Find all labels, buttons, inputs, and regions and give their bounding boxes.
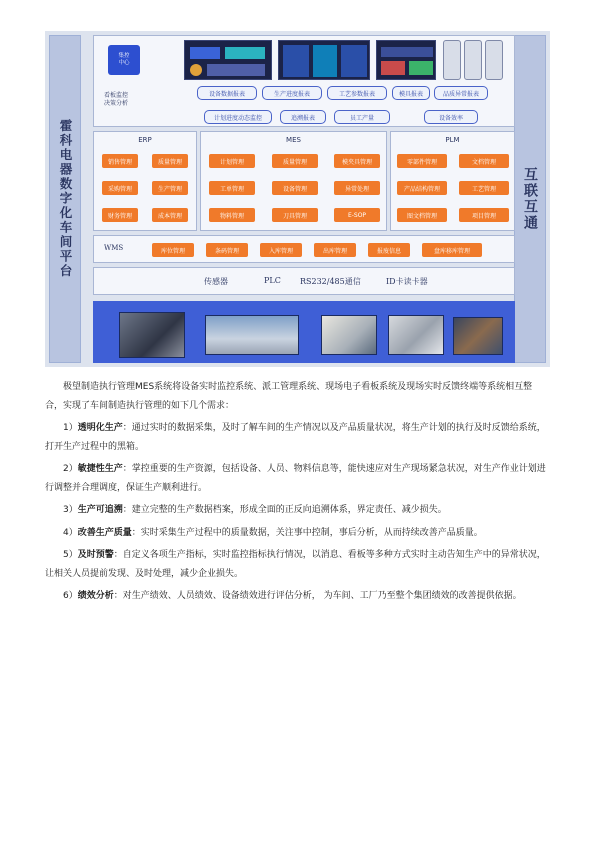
plm-item-1: 零部件管理 [397,154,447,168]
pill-progress-report: 生产进度报表 [262,86,322,100]
comm-item-idcard: ID卡读卡器 [386,277,428,286]
pill-mold-report: 模具报表 [392,86,430,100]
item-1-text: ：通过实时的数据采集，及时了解车间的生产情况以及产品质量状况，将生产计划的执行及时反馈给系统，打开生产过程中的黑箱。 [45,423,546,452]
wms-item-2: 条码管理 [206,243,248,257]
item-6-number: 6） [63,591,78,601]
item-4-number: 4） [63,527,78,538]
item-5-title: 及时预警 [77,550,114,560]
board-label: 看板监控 决策分析 [104,92,129,108]
mes-item-4: 工单管理 [209,181,255,195]
wms-item-5: 报废信息 [368,243,410,257]
comm-item-rs232: RS232/485通信 [300,277,361,286]
mes-item-8: 刀具管理 [272,208,318,222]
mobile-screenshot-3 [485,40,503,80]
machine-photo-3 [453,317,503,355]
wms-item-3: 入库管理 [260,243,302,257]
plm-item-5: 图文档管理 [397,208,447,222]
pill-equipment-report: 设备数据报表 [197,86,257,100]
plm-item-2: 文档管理 [459,154,509,168]
erp-item-3: 采购管理 [102,181,138,195]
item-1-title: 透明化生产 [77,423,123,433]
dashboard-panel [93,35,515,127]
erp-item-2: 质量管理 [152,154,188,168]
plm-item-6: 项目管理 [459,208,509,222]
workshop-photo [388,315,444,355]
item-6-text: ：对生产绩效、人员绩效、设备绩效进行评估分析， 为车间、工厂乃至整个集团绩效的改善提供依据。 [113,591,522,601]
item-2-title: 敏捷性生产 [77,464,123,474]
left-platform-banner [49,35,81,363]
architecture-diagram [45,31,550,367]
plm-item-3: 产品结构管理 [397,181,447,195]
plm-title: PLM [445,136,460,144]
item-5-number: 5） [63,550,78,560]
mes-item-5: 设备管理 [272,181,318,195]
dashboard-screenshot-3 [376,40,436,80]
mes-panel [200,131,387,231]
item-4 [45,524,550,543]
item-5 [45,546,550,583]
erp-item-1: 销售管理 [102,154,138,168]
item-6-title: 绩效分析 [77,591,114,601]
mes-item-3: 模夹具管理 [334,154,380,168]
item-1 [45,419,550,456]
pill-equipment-efficiency: 设备效率 [424,110,478,124]
erp-item-6: 成本管理 [152,208,188,222]
pill-staff-output: 员工产量 [334,110,390,124]
plm-panel [390,131,515,231]
erp-panel [93,131,197,231]
pill-quality-report: 品质异常报表 [434,86,488,100]
machine-photo-2 [321,315,377,355]
mobile-screenshot-1 [443,40,461,80]
erp-item-5: 财务管理 [102,208,138,222]
mes-item-9: E-SOP [334,208,380,222]
right-interconnect-banner [514,35,546,363]
item-4-text: ：实时采集生产过程中的质量数据，关注事中控制，事后分析，从而持续改善产品质量。 [131,527,483,538]
mes-item-6: 异常处理 [334,181,380,195]
item-6 [45,587,550,606]
mobile-screenshot-2 [464,40,482,80]
control-center-box: 集控 中心 [108,45,140,75]
right-interconnect-title: 互联互通 [522,167,538,231]
mes-item-7: 物料管理 [209,208,255,222]
pill-trace-report: 追溯报表 [280,110,326,124]
erp-title: ERP [138,136,152,144]
machine-photo-1 [119,312,185,358]
item-3-text: ：建立完整的生产数据档案，形成全面的正反向追溯体系，界定责任、减少损失。 [122,505,447,515]
item-2-text: ：掌控重要的生产资源，包括设备、人员、物料信息等，能快速应对生产现场紧急状况，对生产作业计划进行调整并合理调度，保证生产顺利进行。 [45,464,546,493]
erp-item-4: 生产管理 [152,181,188,195]
communication-panel [93,267,515,295]
item-3-title: 生产可追溯 [77,505,123,515]
pill-process-param-report: 工艺参数报表 [327,86,387,100]
plm-item-4: 工艺管理 [459,181,509,195]
wms-panel [93,235,515,263]
pill-plan-monitor: 计划进度动态监控 [204,110,272,124]
mes-item-1: 计划管理 [209,154,255,168]
wms-item-1: 库位管理 [152,243,194,257]
item-3-number: 3） [63,505,78,515]
item-3 [45,501,550,520]
item-4-title: 改善生产质量 [77,527,132,538]
dashboard-screenshot-2 [278,40,370,80]
comm-item-sensor: 传感器 [204,277,228,286]
intro-paragraph: 极望制造执行管理MES系统将设备实时监控系统、派工管理系统、现场电子看板系统及现场实时反馈终端等系统相互整合，实现了车间制造执行管理的如下几个需求： [45,382,533,411]
wms-label: WMS [104,244,124,252]
wms-item-4: 出库管理 [314,243,356,257]
item-2 [45,460,550,497]
wms-item-6: 盘库移库管理 [422,243,482,257]
mes-item-2: 质量管理 [272,154,318,168]
item-5-text: ：自定义各项生产指标，实时监控指标执行情况，以消息、看板等多种方式实时主动告知生产中的异常状况，让相关人员提前发现、及时处理，减少企业损失。 [45,550,546,579]
mes-title: MES [286,136,301,144]
left-platform-title: 霍科电器数字化车间平台 [58,119,73,279]
production-line-photo [205,315,299,355]
item-1-number: 1） [63,423,78,433]
body-text [45,378,550,610]
dashboard-screenshot-1 [184,40,272,80]
comm-item-plc: PLC [264,276,281,285]
item-2-number: 2） [63,464,78,474]
